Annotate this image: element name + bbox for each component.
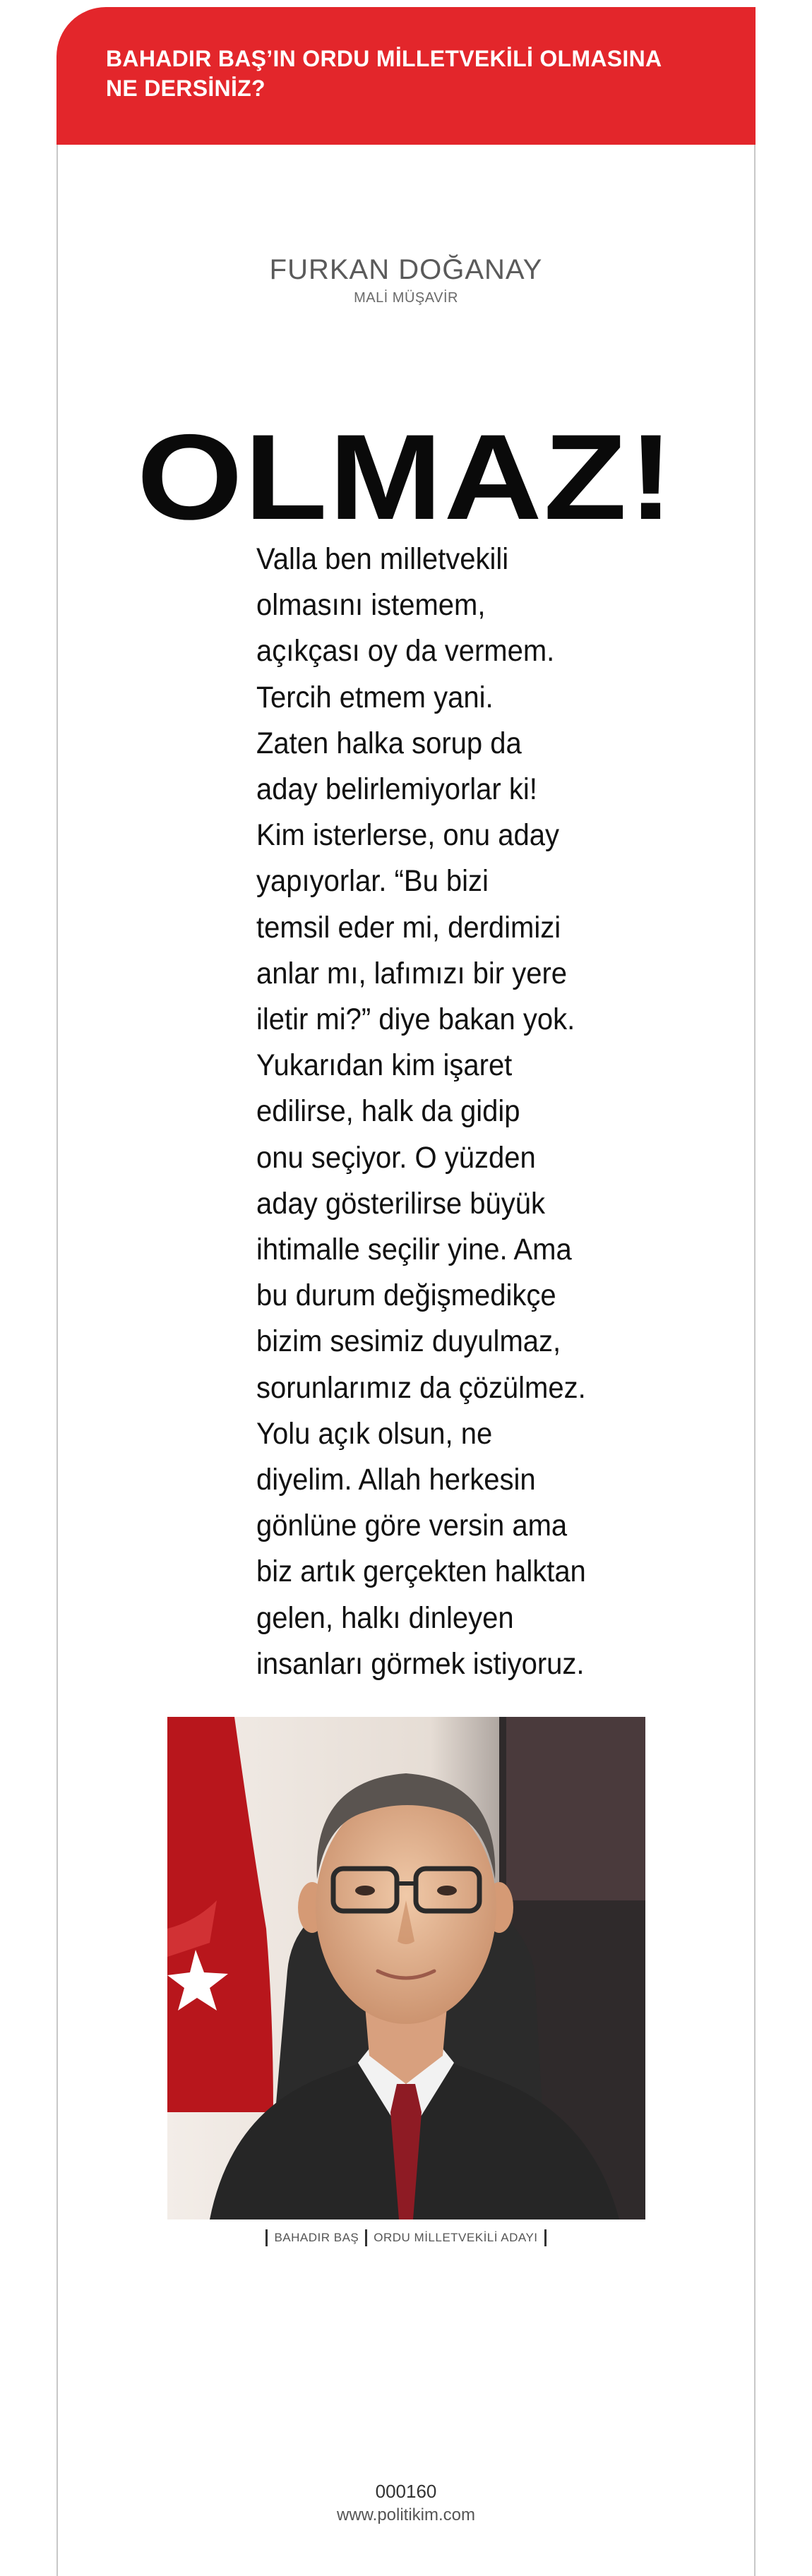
author-block [0,254,812,306]
answer-line: aday gösterilirse büyük [256,1186,546,1221]
caption-divider [544,2229,547,2246]
answer-line: sorunlarımız da çözülmez. [256,1370,586,1405]
author-role: MALİ MÜŞAVİR [354,290,458,306]
answer-line: Yolu açık olsun, ne [256,1416,493,1451]
question-banner [56,7,756,145]
answer-line: onu seçiyor. O yüzden [256,1140,536,1175]
photo-caption [0,2229,812,2246]
answer-line: Kim isterlerse, onu aday [256,818,559,853]
answer-line: bizim sesimiz duyulmaz, [256,1324,561,1359]
caption-divider [265,2229,268,2246]
footer-code: 000160 [375,2481,437,2502]
answer-line: aday belirlemiyorlar ki! [256,772,537,807]
question-line-2: NE DERSİNİZ? [106,76,265,101]
answer-line: ihtimalle seçilir yine. Ama [256,1233,572,1267]
candidate-photo [167,1717,645,2219]
answer-line: iletir mi?” diye bakan yok. [256,1002,575,1037]
answer-text [256,537,585,1687]
answer-line: yapıyorlar. “Bu bizi [256,864,489,899]
answer-line: temsil eder mi, derdimizi [256,910,561,945]
answer-line: Yukarıdan kim işaret [256,1048,513,1083]
answer-line: açıkçası oy da vermem. [256,634,555,669]
answer-line: gelen, halkı dinleyen [256,1600,514,1635]
caption-title: ORDU MİLLETVEKİLİ ADAYI [374,2231,538,2244]
caption-divider [365,2229,367,2246]
caption-name: BAHADIR BAŞ [274,2231,359,2244]
answer-line: olmasını istemem, [256,588,486,623]
answer-line: biz artık gerçekten halktan [256,1554,586,1589]
answer-line: Zaten halka sorup da [256,726,522,760]
footer-website: www.politikim.com [336,2505,476,2524]
footer [0,2479,812,2527]
answer-line: Tercih etmem yani. [256,680,494,714]
headline: OLMAZ! [136,409,676,545]
answer-line: anlar mı, lafımızı bir yere [256,956,568,990]
answer-line: diyelim. Allah herkesin [256,1463,536,1497]
answer-line: Valla ben milletvekili [256,542,509,576]
author-name: FURKAN DOĞANAY [269,254,543,285]
answer-line: edilirse, halk da gidip [256,1094,520,1129]
question-line-1: BAHADIR BAŞ’IN ORDU MİLLETVEKİLİ OLMASINA [106,46,662,71]
answer-line: bu durum değişmedikçe [256,1278,556,1313]
answer-line: gönlüne göre versin ama [256,1509,568,1543]
answer-line: insanları görmek istiyoruz. [256,1646,585,1681]
